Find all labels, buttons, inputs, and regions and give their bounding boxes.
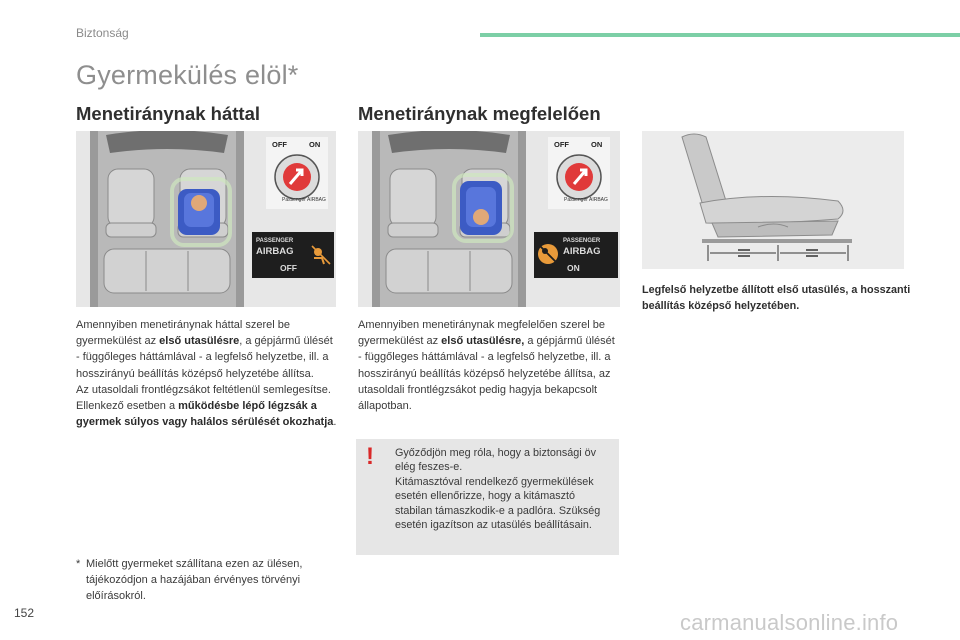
indicator-line1: PASSENGER [256, 238, 294, 244]
forward-text-1-bold: első utasülésre, [441, 335, 525, 348]
rear-text-3-end: . [333, 416, 337, 429]
rear-text-3: Az utasoldali frontlégzsákot feltétlenül semlegesítse. Ellenkező esetben a [76, 383, 331, 413]
indicator-line1: PASSENGER [563, 238, 601, 244]
badge-off-label: OFF [554, 140, 569, 149]
page-title: Gyermekülés elöl* [76, 60, 299, 90]
badge-ring-text: Passenger AIRBAG [564, 197, 608, 203]
indicator-state: OFF [280, 263, 297, 273]
indicator-state: ON [567, 263, 580, 273]
rear-facing-illustration [76, 131, 336, 307]
rear-facing-text [76, 317, 338, 430]
seat-caption: Legfelső helyzetbe állított első utasülés, a hosszanti beállítás középső helyzetében. [642, 284, 911, 312]
warning-text [395, 446, 615, 532]
warning-text-2: Kitámasztóval rendelkező gyermekülések esetén ellenőrizze, hogy a kitámasztó stabilan támaszkodik-e a padlóra. Szükség esetén igazítson az utasülés beállításain. [395, 475, 601, 532]
forward-text-2: a gépjármű ülését - függőleges háttámlával - a legfelső helyzetbe, ill. a hosszirányú beállítás középső helyzetébe állítsa, az utasoldali frontlégzsákot pedig hagyja bekapcsolt állapotban. [358, 335, 615, 413]
forward-facing-illustration [358, 131, 620, 307]
seat-side-view [642, 131, 904, 269]
page-number: 152 [14, 606, 35, 620]
footnote [76, 556, 338, 605]
badge-on-label: ON [309, 140, 321, 149]
heading-forward-facing: Menetiránynak megfelelően [358, 103, 601, 124]
rear-text-2: , a gépjármű ülését - függőleges háttámlával - a legfelső helyzetbe, ill. a hosszirányú beállítás középső helyzetébe állítsa. [76, 335, 333, 380]
watermark: carmanualsonline.info [680, 610, 899, 635]
rear-text-3-bold: működésbe lépő légzsák a gyermek súlyos vagy halálos sérülését okozhatja [76, 400, 334, 429]
badge-ring-text: Passenger AIRBAG [282, 197, 326, 203]
heading-rear-facing: Menetiránynak háttal [76, 103, 261, 124]
badge-on-label: ON [591, 140, 603, 149]
seat-side-illustration [642, 131, 904, 269]
indicator-line2: AIRBAG [256, 246, 294, 257]
airbag-indicator-on [534, 232, 618, 278]
airbag-indicator-off [252, 232, 334, 278]
airbag-on-warning-icon [536, 242, 560, 266]
airbag-off-warning-icon [310, 244, 332, 266]
header-rule [480, 33, 960, 37]
forward-facing-text [358, 317, 620, 414]
warning-text-1: Győződjön meg róla, hogy a biztonsági öv elég feszes-e. [395, 447, 597, 474]
footnote-marker: * [76, 558, 81, 570]
section-label: Biztonság [76, 26, 129, 40]
forward-text-1: Amennyiben menetiránynak megfelelően szerel be gyermekülést az [358, 319, 606, 348]
rear-text-1: Amennyiben menetiránynak háttal szerel be gyermekülést az [76, 319, 291, 348]
footnote-text: Mielőtt gyermeket szállítana ezen az ülésen, tájékozódjon a hazájában érvényes törvényi előírásokról. [86, 558, 303, 603]
indicator-line2: AIRBAG [563, 246, 601, 257]
badge-off-label: OFF [272, 140, 287, 149]
warning-icon: ! [366, 443, 374, 470]
rear-text-1-bold: első utasülésre [159, 335, 240, 348]
